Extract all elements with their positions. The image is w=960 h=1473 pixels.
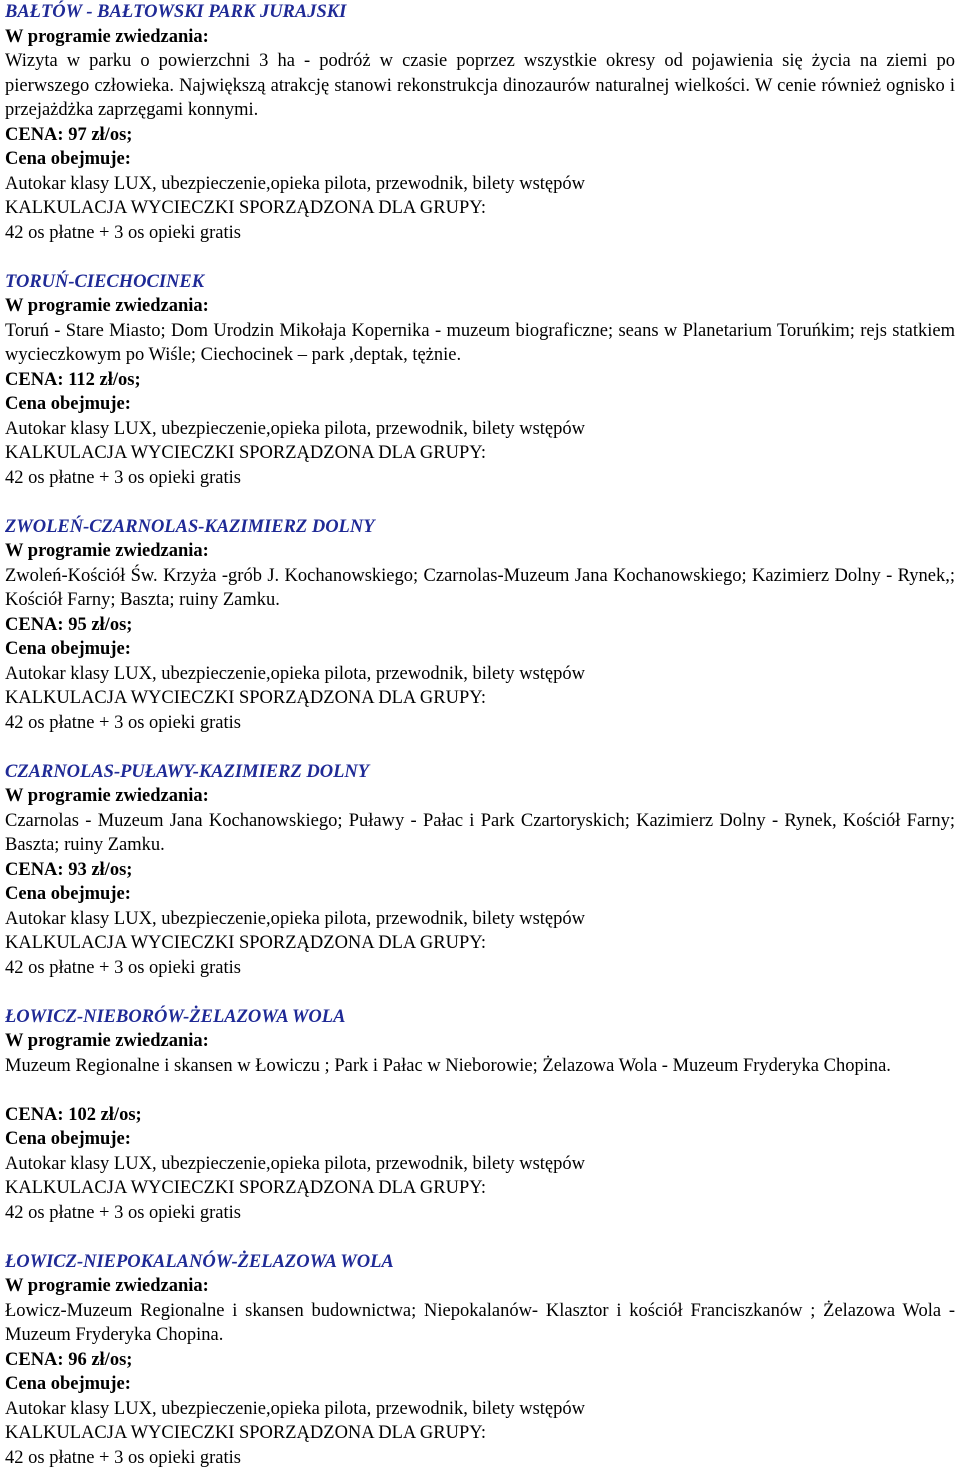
- program-label: W programie zwiedzania:: [5, 786, 209, 806]
- trip-description: Zwoleń-Kościół Św. Krzyża -grób J. Kochanowskiego; Czarnolas-Muzeum Jana Kochanowskiego; Kazimierz Dolny - Rynek,; Kościół Farny; Baszta; ruiny Zamku.: [5, 565, 955, 610]
- group-text: 42 os płatne + 3 os opieki gratis: [5, 712, 242, 733]
- trip-price: CENA: 96 zł/os;: [5, 1349, 133, 1370]
- trip-title: TORUŃ-CIECHOCINEK: [5, 271, 205, 292]
- calculation-text: KALKULACJA WYCIECZKI SPORZĄDZONA DLA GRUPY:: [5, 933, 487, 953]
- trip-description: Czarnolas - Muzeum Jana Kochanowskiego; Puławy - Pałac i Park Czartoryskich; Kazimierz Dolny - Rynek, Kościół Farny; Baszta; ruiny Zamku.: [5, 810, 955, 855]
- includes-label: Cena obejmuje:: [5, 149, 131, 169]
- includes-text: Autokar klasy LUX, ubezpieczenie,opieka pilota, przewodnik, bilety wstępów: [5, 663, 586, 684]
- calculation-text: KALKULACJA WYCIECZKI SPORZĄDZONA DLA GRUPY:: [5, 1423, 487, 1443]
- trip-description: Łowicz-Muzeum Regionalne i skansen budownictwa; Niepokalanów- Klasztor i kościół Franciszkanów ; Żelazowa Wola - Muzeum Fryderyka Chopina.: [5, 1300, 955, 1345]
- program-label: W programie zwiedzania:: [5, 541, 209, 561]
- program-label: W programie zwiedzania:: [5, 1031, 209, 1051]
- trip-price: CENA: 93 zł/os;: [5, 859, 133, 880]
- trip-czarnolas: [5, 760, 955, 981]
- trip-zwolen: [5, 515, 955, 736]
- calculation-text: KALKULACJA WYCIECZKI SPORZĄDZONA DLA GRUPY:: [5, 688, 487, 708]
- includes-label: Cena obejmuje:: [5, 1129, 131, 1149]
- calculation-text: KALKULACJA WYCIECZKI SPORZĄDZONA DLA GRUPY:: [5, 1178, 487, 1198]
- includes-label: Cena obejmuje:: [5, 394, 131, 414]
- trip-price: CENA: 97 zł/os;: [5, 124, 133, 145]
- trip-price: CENA: 95 zł/os;: [5, 614, 133, 635]
- trip-lowicz-nieborow: [5, 1005, 955, 1226]
- program-label: W programie zwiedzania:: [5, 296, 209, 316]
- includes-text: Autokar klasy LUX, ubezpieczenie,opieka pilota, przewodnik, bilety wstępów: [5, 1153, 586, 1174]
- includes-text: Autokar klasy LUX, ubezpieczenie,opieka pilota, przewodnik, bilety wstępów: [5, 908, 586, 929]
- trip-description: Toruń - Stare Miasto; Dom Urodzin Mikołaja Kopernika - muzeum biograficzne; seans w Planetarium Toruńkim; rejs statkiem wycieczkowym po Wiśle; Ciechocinek – park ,deptak, tężnie.: [5, 320, 955, 365]
- trip-title: ŁOWICZ-NIEBORÓW-ŻELAZOWA WOLA: [5, 1006, 346, 1027]
- includes-text: Autokar klasy LUX, ubezpieczenie,opieka pilota, przewodnik, bilety wstępów: [5, 173, 586, 194]
- group-text: 42 os płatne + 3 os opieki gratis: [5, 1202, 242, 1223]
- includes-label: Cena obejmuje:: [5, 1374, 131, 1394]
- includes-label: Cena obejmuje:: [5, 884, 131, 904]
- trip-title: BAŁTÓW - BAŁTOWSKI PARK JURAJSKI: [5, 2, 347, 22]
- trip-title: CZARNOLAS-PUŁAWY-KAZIMIERZ DOLNY: [5, 761, 370, 782]
- includes-text: Autokar klasy LUX, ubezpieczenie,opieka pilota, przewodnik, bilety wstępów: [5, 418, 586, 439]
- group-text: 42 os płatne + 3 os opieki gratis: [5, 957, 242, 978]
- trip-description: Muzeum Regionalne i skansen w Łowiczu ; Park i Pałac w Nieborowie; Żelazowa Wola - Muzeum Fryderyka Chopina.: [5, 1055, 891, 1076]
- trip-lowicz-niepokalanow: [5, 1250, 955, 1471]
- includes-label: Cena obejmuje:: [5, 639, 131, 659]
- trip-price: CENA: 112 zł/os;: [5, 369, 141, 390]
- trip-title: ZWOLEŃ-CZARNOLAS-KAZIMIERZ DOLNY: [5, 516, 375, 537]
- trip-torun: [5, 270, 955, 491]
- trip-offer-document: [5, 0, 955, 1470]
- group-text: 42 os płatne + 3 os opieki gratis: [5, 467, 242, 488]
- trip-baltow: [5, 0, 955, 245]
- group-text: 42 os płatne + 3 os opieki gratis: [5, 1447, 242, 1468]
- includes-text: Autokar klasy LUX, ubezpieczenie,opieka pilota, przewodnik, bilety wstępów: [5, 1398, 586, 1419]
- program-label: W programie zwiedzania:: [5, 1276, 209, 1296]
- trip-title: ŁOWICZ-NIEPOKALANÓW-ŻELAZOWA WOLA: [5, 1251, 394, 1272]
- trip-price: CENA: 102 zł/os;: [5, 1104, 142, 1125]
- calculation-text: KALKULACJA WYCIECZKI SPORZĄDZONA DLA GRUPY:: [5, 198, 487, 218]
- program-label: W programie zwiedzania:: [5, 26, 209, 47]
- trip-description: Wizyta w parku o powierzchni 3 ha - podróż w czasie poprzez wszystkie okresy od pojawienia się życia na ziemi po pierwszego człowieka. Największą atrakcję stanowi rekonstrukcja dinozaurów naturalnej wielkości. W cenie również ognisko i przejażdżka zaprzęgami konnymi.: [5, 51, 955, 120]
- calculation-text: KALKULACJA WYCIECZKI SPORZĄDZONA DLA GRUPY:: [5, 443, 487, 463]
- group-text: 42 os płatne + 3 os opieki gratis: [5, 222, 242, 243]
